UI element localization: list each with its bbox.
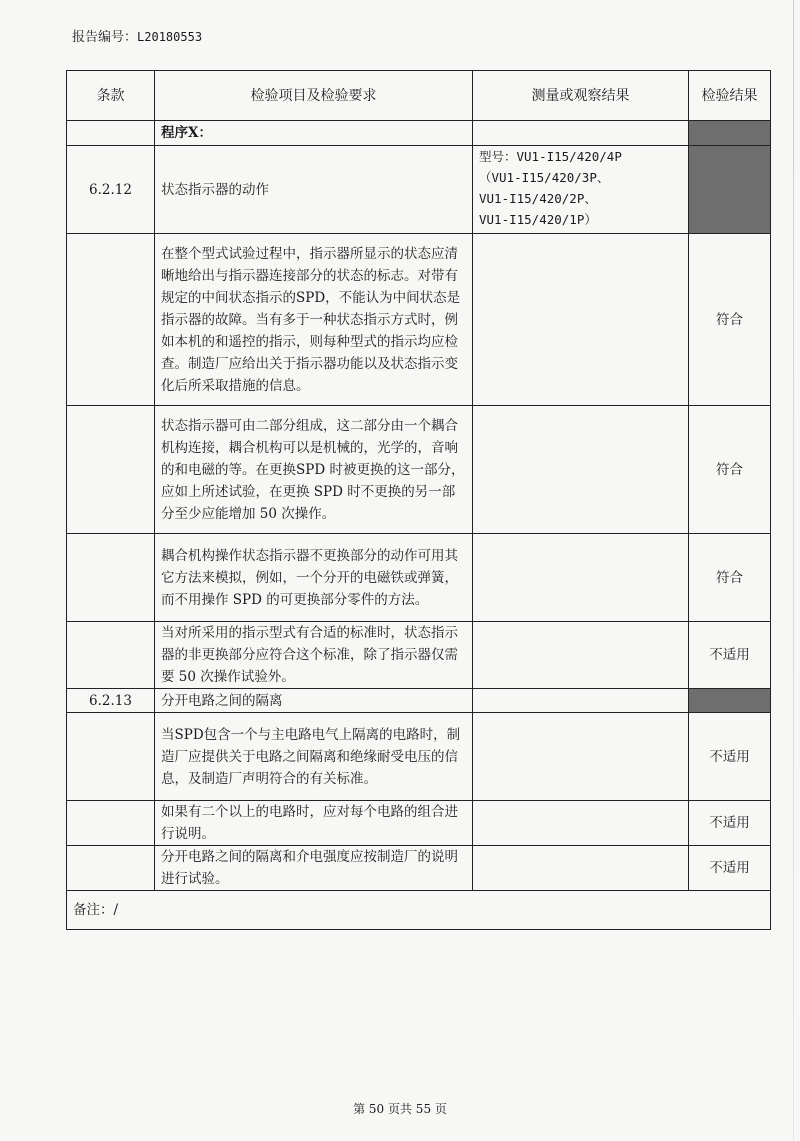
table-header-row: [67, 71, 771, 121]
row-clause: [67, 534, 155, 622]
row-result: 符合: [689, 406, 771, 534]
table-row: [67, 846, 771, 891]
row-result-shaded: [689, 121, 771, 146]
table-row: [67, 689, 771, 713]
page-number: 第 50 页共 55 页: [353, 1102, 447, 1116]
table-row: [67, 622, 771, 689]
row-item: 分开电路之间的隔离: [155, 689, 473, 713]
row-clause: 6.2.12: [67, 146, 155, 234]
row-clause: [67, 713, 155, 801]
row-clause: 6.2.13: [67, 689, 155, 713]
note-row: [67, 891, 771, 930]
row-item: 程序X：: [155, 121, 473, 146]
row-item: 当对所采用的指示型式有合适的标准时，状态指示器的非更换部分应符合这个标准，除了指示器仅需要 50 次操作试验外。: [155, 622, 473, 689]
table-row: [67, 713, 771, 801]
row-result-shaded: [689, 689, 771, 713]
row-measurement: [473, 406, 689, 534]
table-row: [67, 534, 771, 622]
row-measurement: [473, 801, 689, 846]
row-item: 状态指示器可由二部分组成，这二部分由一个耦合机构连接，耦合机构可以是机械的，光学的，音响的和电磁的等。在更换SPD 时被更换的这一部分，应如上所述试验，在更换 SPD 时不更换的另一部分至少应能增加 50 次操作。: [155, 406, 473, 534]
row-measurement: [473, 622, 689, 689]
model-line: VU1-I15/420/2P、: [479, 191, 597, 206]
row-measurement: [473, 121, 689, 146]
inspection-table: [66, 70, 771, 930]
row-measurement: [473, 689, 689, 713]
row-measurement: [473, 713, 689, 801]
header-measurement: 测量或观察结果: [473, 71, 689, 121]
row-result: 符合: [689, 534, 771, 622]
row-clause: [67, 846, 155, 891]
report-number-label: 报告编号：: [72, 30, 138, 45]
note-text: 备注：/: [67, 891, 771, 930]
report-number-value: L20180553: [137, 30, 203, 44]
row-result: 不适用: [689, 622, 771, 689]
row-measurement: [473, 846, 689, 891]
row-measurement: [473, 534, 689, 622]
row-item: 在整个型式试验过程中，指示器所显示的状态应清晰地给出与指示器连接部分的状态的标志。对带有规定的中间状态指示的SPD，不能认为中间状态是指示器的故障。当有多于一种状态指示方式时，例如本机的和遥控的指示，则每种型式的指示均应检查。制造厂应给出关于指示器功能以及状态指示变化后所采取措施的信息。: [155, 234, 473, 406]
report-number-line: [72, 26, 202, 45]
row-result: 不适用: [689, 713, 771, 801]
header-item: 检验项目及检验要求: [155, 71, 473, 121]
model-line: VU1-I15/420/1P）: [479, 212, 597, 227]
row-result: 不适用: [689, 846, 771, 891]
header-clause: 条款: [67, 71, 155, 121]
row-measurement: [473, 234, 689, 406]
row-clause: [67, 121, 155, 146]
row-clause: [67, 234, 155, 406]
table-row: [67, 121, 771, 146]
table-row: [67, 234, 771, 406]
header-result: 检验结果: [689, 71, 771, 121]
row-measurement-model: [473, 146, 689, 234]
row-result-shaded: [689, 146, 771, 234]
table-row: [67, 801, 771, 846]
model-line: 型号：VU1-I15/420/4P: [479, 149, 622, 164]
row-clause: [67, 801, 155, 846]
row-item: 如果有二个以上的电路时，应对每个电路的组合进行说明。: [155, 801, 473, 846]
row-clause: [67, 622, 155, 689]
page-edge-shadow: [793, 0, 794, 1141]
row-result: 符合: [689, 234, 771, 406]
model-line: （VU1-I15/420/3P、: [479, 170, 610, 185]
row-item: 分开电路之间的隔离和介电强度应按制造厂的说明进行试验。: [155, 846, 473, 891]
row-item: 当SPD包含一个与主电路电气上隔离的电路时，制造厂应提供关于电路之间隔离和绝缘耐受电压的信息，及制造厂声明符合的有关标准。: [155, 713, 473, 801]
row-result: 不适用: [689, 801, 771, 846]
row-clause: [67, 406, 155, 534]
row-item: 耦合机构操作状态指示器不更换部分的动作可用其它方法来模拟，例如，一个分开的电磁铁或弹簧，而不用操作 SPD 的可更换部分零件的方法。: [155, 534, 473, 622]
row-item: 状态指示器的动作: [155, 146, 473, 234]
table-row: [67, 406, 771, 534]
table-row: [67, 146, 771, 234]
